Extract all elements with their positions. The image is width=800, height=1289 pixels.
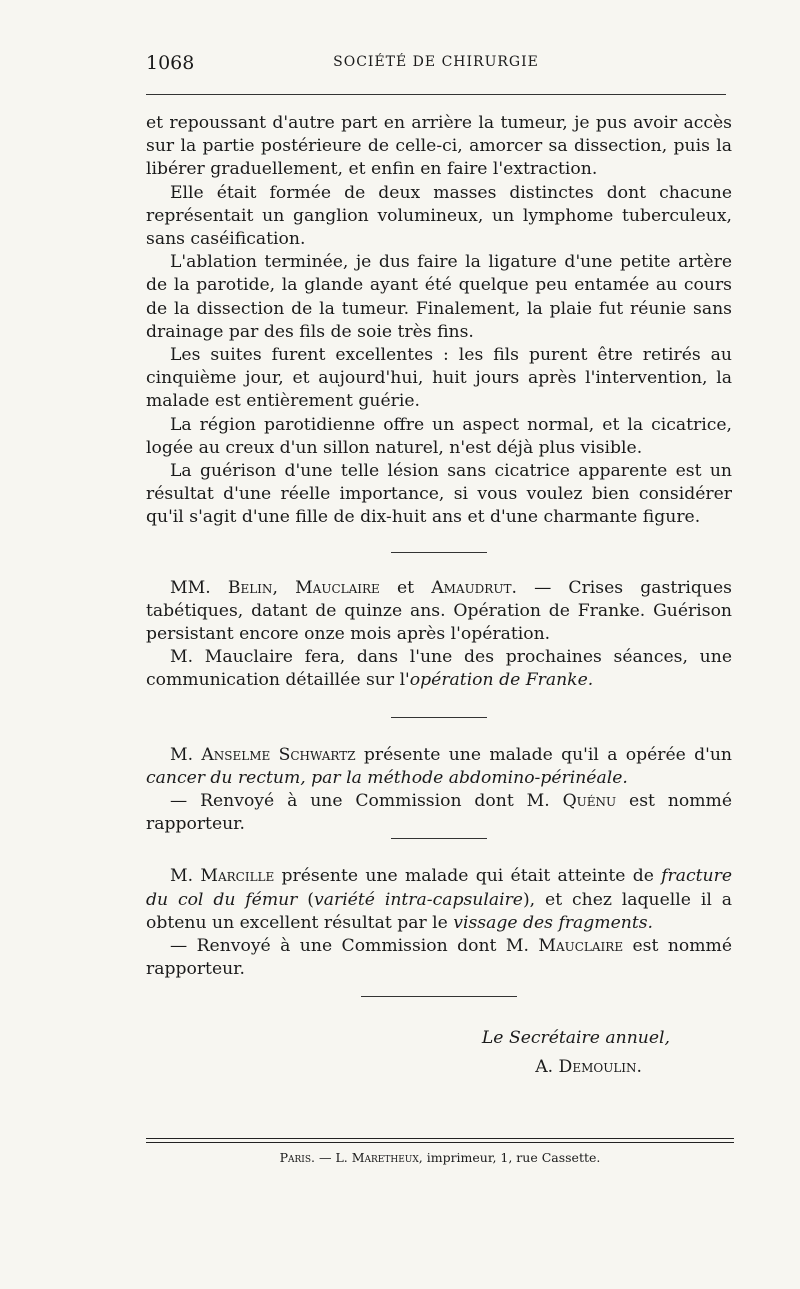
page-number: 1068 — [146, 52, 195, 74]
paragraph: Elle était formée de deux masses distinctes dont chacune représentait un ganglion volumineux, un lymphome tuberculeux, sans caséification. — [146, 182, 732, 250]
section-belin: MM. Belin, Mauclaire et Amaudrut. — Crises gastriques tabétiques, datant de quinze ans. Opération de Franke. Guérison persistant encore onze mois après l'opération. — [146, 577, 732, 645]
section-separator — [391, 838, 487, 839]
body-text — [146, 112, 732, 1079]
printer-imprint: Paris. — L. Maretheux, imprimeur, 1, rue Cassette. — [279, 1150, 601, 1165]
header-rule — [146, 94, 726, 95]
paragraph: L'ablation terminée, je dus faire la ligature d'une petite artère de la parotide, la glande ayant été quelque peu entamée au cours de la dissection de la tumeur. Finalement, la plaie fut réunie sans drainage par des fils de soie très fins. — [146, 252, 732, 342]
section-marcille-referral: — Renvoyé à une Commission dont M. Mauclaire est nommé rapporteur. — [146, 936, 733, 980]
paragraph: Les suites furent excellentes : les fils purent être retirés au cinquième jour, et aujourd'hui, huit jours après l'intervention, la malade est entièrement guérie. — [146, 345, 732, 412]
paragraph: et repoussant d'autre part en arrière la tumeur, je pus avoir accès sur la partie postérieure de celle-ci, amorcer sa dissection, puis la libérer graduellement, et enfin en faire l'extraction. — [146, 113, 732, 180]
signature-name: A. Demoulin. — [535, 1056, 642, 1077]
section-separator — [391, 717, 487, 718]
author-name: Quénu — [562, 791, 617, 812]
section-separator — [361, 996, 517, 997]
section-belin-note: M. Mauclaire fera, dans l'une des prochaines séances, une communication détaillée sur l'opération de Franke. — [146, 647, 732, 691]
author-name: Belin — [227, 577, 273, 598]
author-name: Anselme Schwartz — [201, 744, 356, 765]
paragraph: La région parotidienne offre un aspect normal, et la cicatrice, logée au creux d'un sillon naturel, n'est déjà plus visible. — [146, 414, 732, 458]
section-schwartz: M. Anselme Schwartz présente une malade qu'il a opérée d'un cancer du rectum, par la méthode abdomino-périnéale. — [146, 744, 732, 788]
author-name: Mauclaire — [295, 577, 380, 598]
signature-role: Le Secrétaire annuel, — [481, 1027, 670, 1048]
section-separator — [391, 552, 487, 553]
footer-rule — [146, 1138, 734, 1143]
author-name: Amaudrut. — [431, 577, 517, 598]
page-header — [146, 52, 726, 82]
paragraph: La guérison d'une telle lésion sans cicatrice apparente est un résultat d'une réelle importance, si vous voulez bien considérer qu'il s'agit d'une fille de dix-huit ans et d'une charmante figure. — [146, 461, 732, 528]
author-name: Mauclaire — [538, 936, 624, 957]
section-marcille: M. Marcille présente une malade qui était atteinte de fracture du col du fémur (variété intra-capsulaire), et chez laquelle il a obtenu un excellent résultat par le vissage des fragments. — [146, 866, 732, 933]
running-title: SOCIÉTÉ DE CHIRURGIE — [333, 54, 539, 70]
author-name: Marcille — [200, 866, 275, 887]
section-schwartz-referral: — Renvoyé à une Commission dont M. Quénu est nommé rapporteur. — [146, 791, 733, 835]
